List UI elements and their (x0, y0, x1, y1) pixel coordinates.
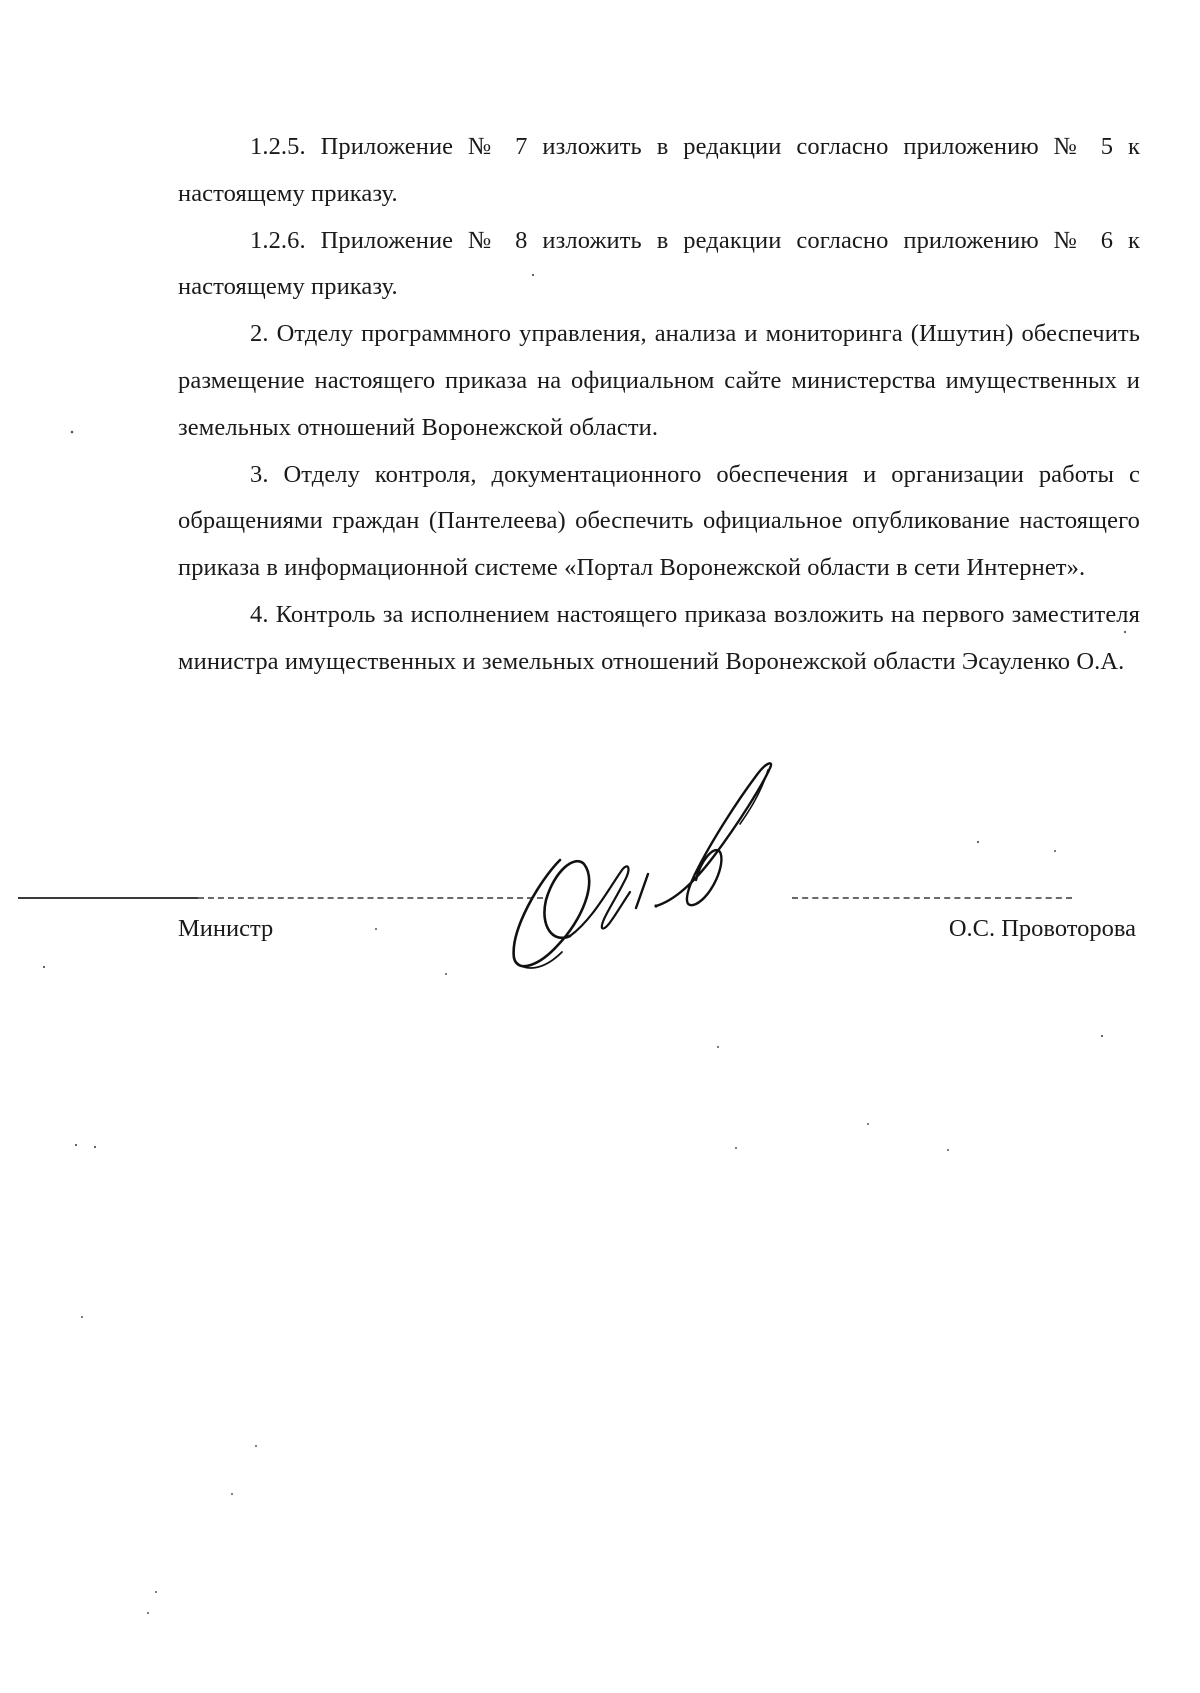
paragraph-4: 4. Контроль за исполнением настоящего приказа возложить на первого заместителя министра имущественных и земельных отношений Воронежской области Эсауленко О.А. (178, 600, 1140, 675)
signatory-role: Министр (178, 915, 274, 942)
paragraph-1-2-6: 1.2.6. Приложение № 8 изложить в редакции согласно приложению № 6 к настоящему приказу. (178, 226, 1140, 301)
document-body (178, 124, 1140, 686)
signature-line-right (792, 897, 1072, 899)
paragraph-3: 3. Отделу контроля, документационного обеспечения и организации работы с обращениями граждан (Пантелеева) обеспечить официальное опубликование настоящего приказа в информационной системе «Портал Воронежской области в сети Интернет». (178, 460, 1140, 582)
signatory-name: О.С. Провоторова (948, 915, 1136, 942)
signature-line-mid (198, 897, 543, 899)
paragraph-1-2-5: 1.2.5. Приложение № 7 изложить в редакции согласно приложению № 5 к настоящему приказу. (178, 133, 1140, 207)
signature-line-left (18, 897, 198, 899)
handwritten-signature (500, 760, 830, 980)
paragraph-2: 2. Отделу программного управления, анализа и мониторинга (Ишутин) обеспечить размещение настоящего приказа на официальном сайте министерства имущественных и земельных отношений Воронежской области. (178, 320, 1140, 441)
